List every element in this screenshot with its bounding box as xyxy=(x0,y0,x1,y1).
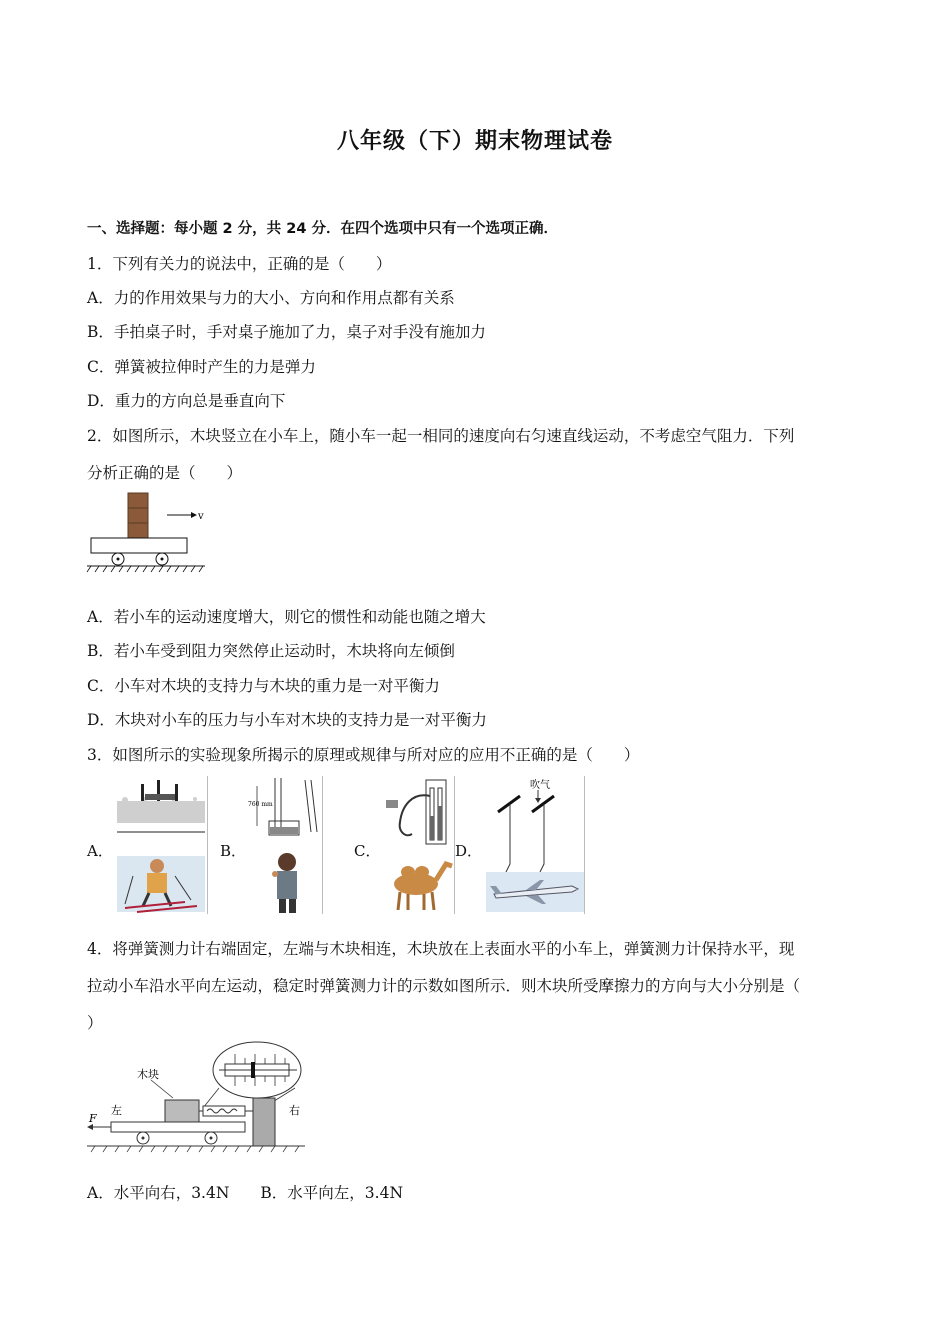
q3-label-a: A． xyxy=(87,842,113,860)
q2-velocity-label: v xyxy=(198,511,204,522)
q4-stem-line1: 4．将弹簧测力计右端固定，左端与木块相连，木块放在上表面水平的小车上，弹簧测力计保持水平，现 xyxy=(87,940,795,958)
q4-left-label: 左 xyxy=(111,1104,122,1117)
q1-stem: 1．下列有关力的说法中，正确的是（ ） xyxy=(87,255,392,273)
q3-figure-d-text: 吹气 xyxy=(530,780,550,791)
q4-spring-scale-figure xyxy=(85,1040,307,1156)
q3-figure-b-text: 760 mm xyxy=(248,801,273,808)
page-title: 八年级（下）期末物理试卷 xyxy=(336,129,613,154)
q4-force-label: F xyxy=(89,1112,97,1125)
q4-block-label: 木块 xyxy=(137,1068,159,1081)
q2-stem-line2: 分析正确的是（ ） xyxy=(87,464,243,482)
q2-option-d: D．木块对小车的压力与小车对木块的支持力是一对平衡力 xyxy=(87,711,487,729)
q3-stem: 3．如图所示的实验现象所揭示的原理或规律与所对应的应用不正确的是（ ） xyxy=(87,746,640,764)
q3-figure-a xyxy=(115,776,209,914)
q2-stem-line1: 2．如图所示，木块竖立在小车上，随小车一起一相同的速度向右匀速直线运动，不考虑空气阻力．下列 xyxy=(87,427,795,445)
q3-label-c: C． xyxy=(354,842,381,860)
q2-option-a: A．若小车的运动速度增大，则它的惯性和动能也随之增大 xyxy=(87,608,486,626)
q1-option-a: A．力的作用效果与力的大小、方向和作用点都有关系 xyxy=(87,289,455,307)
section-heading: 一、选择题：每小题 2 分，共 24 分．在四个选项中只有一个选项正确． xyxy=(87,221,558,237)
q3-label-b: B． xyxy=(220,842,247,860)
q2-option-c: C．小车对木块的支持力与木块的重力是一对平衡力 xyxy=(87,677,440,695)
q3-figure-c xyxy=(382,776,456,914)
q3-label-d: D． xyxy=(455,842,483,860)
q4-right-label: 右 xyxy=(289,1104,300,1117)
q4-options: A．水平向右，3.4N B．水平向左，3.4N xyxy=(87,1184,404,1202)
q3-figure-b xyxy=(245,776,325,914)
q1-option-d: D．重力的方向总是垂直向下 xyxy=(87,392,286,410)
q2-option-b: B．若小车受到阻力突然停止运动时，木块将向左倾倒 xyxy=(87,642,455,660)
q4-stem-line2: 拉动小车沿水平向左运动，稳定时弹簧测力计的示数如图所示．则木块所受摩擦力的方向与大小分别是（ xyxy=(87,977,801,995)
q4-stem-line3: ） xyxy=(87,1014,103,1032)
q3-figure-d xyxy=(486,776,586,914)
q2-cart-figure xyxy=(85,490,210,578)
q1-option-b: B．手拍桌子时，手对桌子施加了力，桌子对手没有施加力 xyxy=(87,323,486,341)
q1-option-c: C．弹簧被拉伸时产生的力是弹力 xyxy=(87,358,316,376)
